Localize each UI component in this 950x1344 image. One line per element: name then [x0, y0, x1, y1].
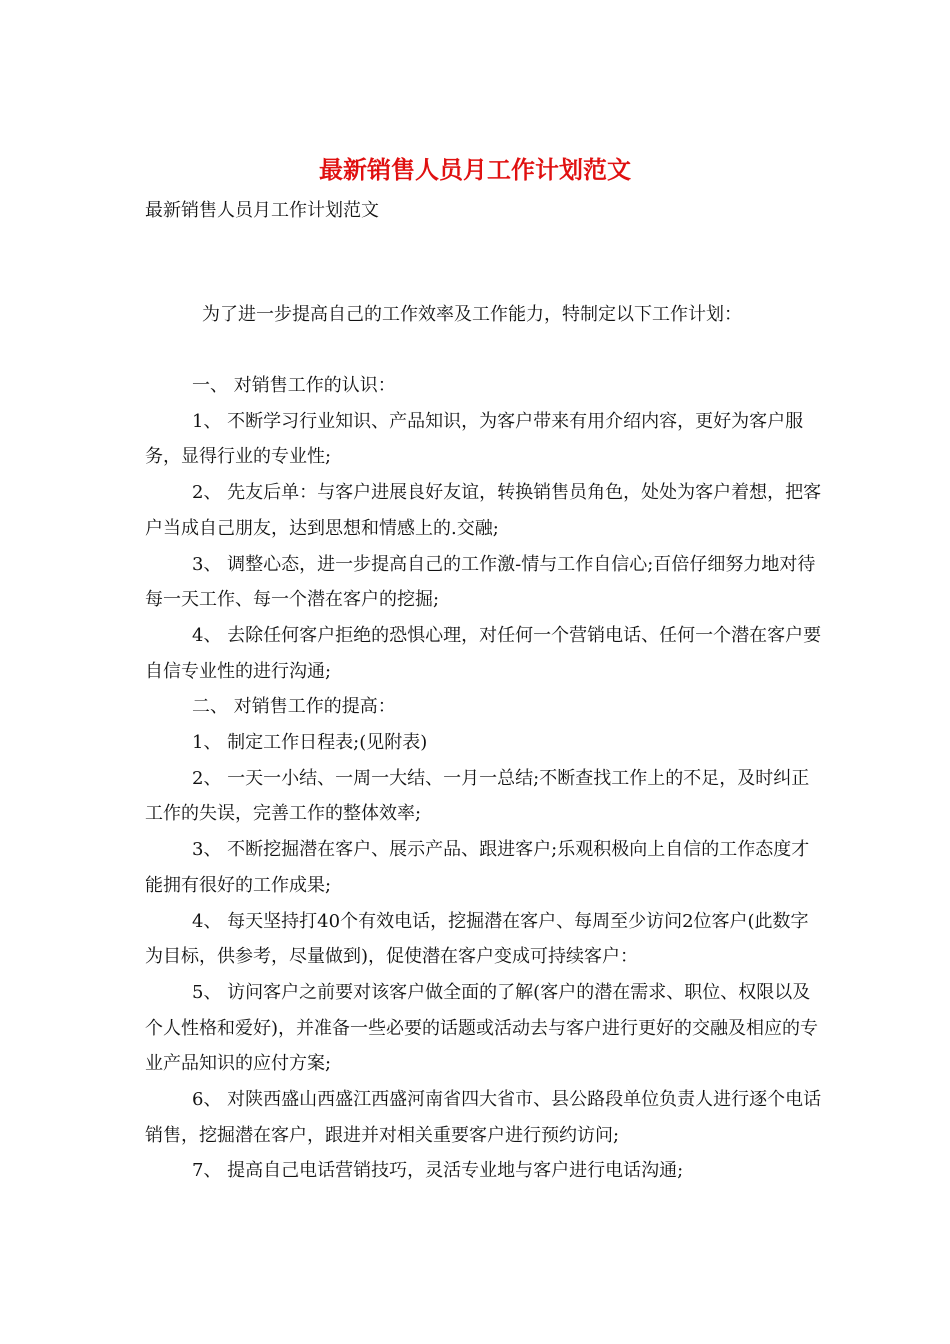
document-subtitle: 最新销售人员月工作计划范文 — [145, 200, 379, 221]
section-heading-2: 二、 对销售工作的提高： — [192, 696, 396, 718]
section-heading-1: 一、 对销售工作的认识： — [192, 375, 396, 396]
document-body — [145, 368, 825, 1189]
list-item: 1、 制定工作日程表;(见附表) — [192, 732, 428, 754]
list-item: 5、 访问客户之前要对该客户做全面的了解(客户的潜在需求、职位、权限以及个人性格和爱好)，并准备一些必要的话题或活动去与客户进行更好的交融及相应的专业产品知识的应付方案; — [145, 981, 819, 1075]
list-item: 2、 先友后单：与客户进展良好友谊，转换销售员角色，处处为客户着想，把客户当成自己朋友，达到思想和情感上的.交融; — [145, 482, 822, 539]
list-item: 2、 一天一小结、一周一大结、一月一总结;不断查找工作上的不足，及时纠正工作的失误，完善工作的整体效率; — [145, 767, 810, 825]
list-item: 4、 每天坚持打40个有效电话，挖掘潜在客户、每周至少访问2位客户(此数字为目标，供参考，尽量做到)，促使潜在客户变成可持续客户： — [145, 910, 809, 968]
list-item: 3、 调整心态，进一步提高自己的工作激-情与工作自信心;百倍仔细努力地对待每一天工作、每一个潜在客户的挖掘; — [145, 553, 816, 611]
list-item: 1、 不断学习行业知识、产品知识，为客户带来有用介绍内容，更好为客户服务，显得行业的专业性; — [145, 410, 804, 468]
intro-paragraph: 为了进一步提高自己的工作效率及工作能力，特制定以下工作计划： — [202, 304, 742, 325]
document-title: 最新销售人员月工作计划范文 — [319, 155, 631, 184]
list-item: 6、 对陕西盛山西盛江西盛河南省四大省市、县公路段单位负责人进行逐个电话销售，挖掘潜在客户，跟进并对相关重要客户进行预约访问; — [145, 1089, 822, 1146]
list-item: 7、 提高自己电话营销技巧，灵活专业地与客户进行电话沟通; — [192, 1160, 684, 1182]
list-item: 3、 不断挖掘潜在客户、展示产品、跟进客户;乐观积极向上自信的工作态度才能拥有很好的工作成果; — [145, 839, 810, 896]
list-item: 4、 去除任何客户拒绝的恐惧心理，对任何一个营销电话、任何一个潜在客户要自信专业性的进行沟通; — [145, 624, 822, 682]
